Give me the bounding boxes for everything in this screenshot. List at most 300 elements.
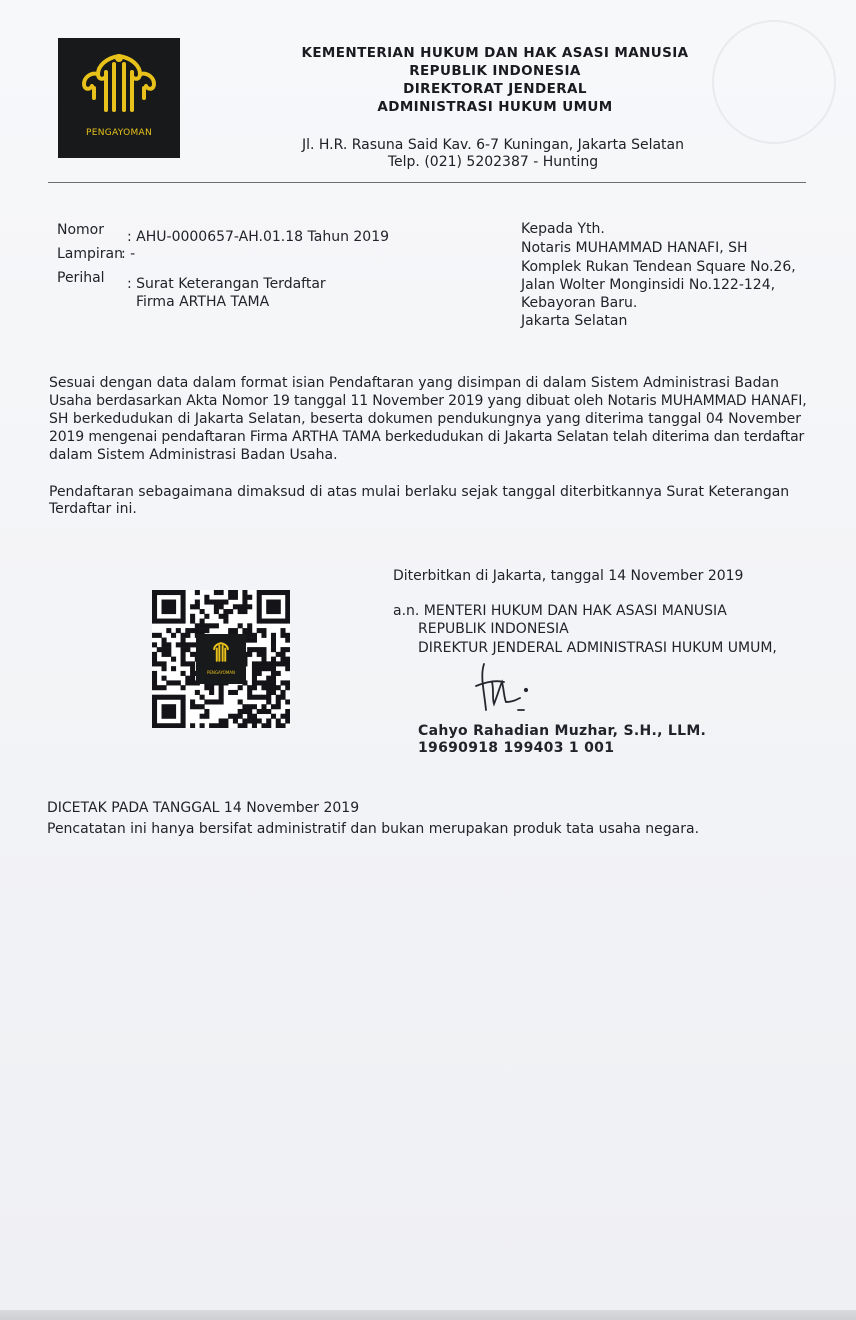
- qr-module: [285, 714, 290, 719]
- body-paragraph-1-line: SH berkedudukan di Jakarta Selatan, beserta dokumen pendukungnya yang diterima tanggal 04 November: [49, 411, 801, 427]
- qr-module: [185, 680, 190, 685]
- phone-line: Telp. (021) 5202387 - Hunting: [387, 154, 599, 170]
- qr-module: [190, 642, 195, 647]
- qr-module: [171, 680, 176, 685]
- qr-module: [181, 699, 186, 704]
- qr-module: [242, 609, 247, 614]
- qr-module: [152, 671, 157, 676]
- qr-module: [162, 638, 167, 643]
- qr-module: [271, 609, 276, 614]
- qr-module: [252, 661, 257, 666]
- qr-module: [261, 628, 266, 633]
- directorate-title: DIREKTORAT JENDERAL: [403, 81, 587, 97]
- body-paragraph-1-line: Sesuai dengan data dalam format isian Pendaftaran yang disimpan di dalam Sistem Administrasi Badan: [49, 375, 779, 391]
- qr-module: [181, 604, 186, 609]
- qr-module: [200, 609, 205, 614]
- qr-module: [190, 666, 195, 671]
- qr-module: [271, 661, 276, 666]
- qr-module: [252, 666, 257, 671]
- qr-module: [204, 628, 209, 633]
- pengayoman-logo: [58, 38, 180, 158]
- qr-module: [228, 595, 233, 600]
- qr-module: [257, 718, 262, 723]
- qr-module: [242, 628, 247, 633]
- qr-module: [214, 590, 219, 595]
- qr-module: [271, 604, 276, 609]
- qr-module: [247, 652, 252, 657]
- qr-module: [257, 614, 262, 619]
- qr-module: [171, 704, 176, 709]
- qr-module: [157, 685, 162, 690]
- qr-module: [195, 690, 200, 695]
- qr-module: [266, 666, 271, 671]
- qr-module: [190, 661, 195, 666]
- qr-module: [162, 600, 167, 605]
- qr-module: [157, 619, 162, 624]
- qr-module: [247, 704, 252, 709]
- qr-module: [266, 699, 271, 704]
- qr-module: [257, 695, 262, 700]
- lampiran-label: Lampiran: [57, 246, 124, 262]
- qr-module: [252, 671, 257, 676]
- qr-module: [233, 595, 238, 600]
- qr-module: [176, 642, 181, 647]
- qr-module: [266, 709, 271, 714]
- qr-module: [223, 600, 228, 605]
- header-divider: [48, 182, 806, 183]
- qr-module: [200, 714, 205, 719]
- qr-module: [276, 704, 281, 709]
- qr-module: [166, 604, 171, 609]
- body-paragraph-1-line: Usaha berdasarkan Akta Nomor 19 tanggal 11 November 2019 yang dibuat oleh Notaris MUHAMMAD HANAFI,: [49, 393, 807, 409]
- qr-module: [285, 647, 290, 652]
- qr-module: [171, 619, 176, 624]
- qr-module: [261, 657, 266, 662]
- qr-module: [228, 690, 233, 695]
- qr-module: [204, 614, 209, 619]
- qr-module: [181, 614, 186, 619]
- qr-module: [204, 699, 209, 704]
- qr-module: [233, 628, 238, 633]
- qr-module: [152, 718, 157, 723]
- qr-module: [152, 657, 157, 662]
- qr-module: [266, 723, 271, 728]
- qr-module: [162, 685, 167, 690]
- recipient-line: Jakarta Selatan: [521, 313, 628, 329]
- qr-module: [195, 590, 200, 595]
- qr-module: [166, 709, 171, 714]
- qr-module: [271, 590, 276, 595]
- qr-module: [185, 676, 190, 681]
- qr-module: [166, 590, 171, 595]
- qr-module: [247, 709, 252, 714]
- qr-module: [266, 676, 271, 681]
- qr-module: [228, 628, 233, 633]
- qr-module: [195, 600, 200, 605]
- qr-module: [200, 623, 205, 628]
- qr-module: [223, 619, 228, 624]
- qr-module: [280, 647, 285, 652]
- qr-module: [223, 614, 228, 619]
- qr-module: [181, 714, 186, 719]
- recipient-line: Jalan Wolter Monginsidi No.122-124,: [521, 277, 776, 293]
- perihal-label: Perihal: [57, 270, 105, 286]
- qr-module: [242, 704, 247, 709]
- qr-module: [185, 647, 190, 652]
- qr-module: [271, 642, 276, 647]
- qr-module: [257, 619, 262, 624]
- qr-module: [166, 628, 171, 633]
- qr-module: [242, 709, 247, 714]
- qr-module: [271, 680, 276, 685]
- qr-module: [181, 661, 186, 666]
- qr-module: [181, 723, 186, 728]
- qr-module: [223, 609, 228, 614]
- body-paragraph-1-line: 2019 mengenai pendaftaran Firma ARTHA TAMA berkedudukan di Jakarta Selatan telah diterima dan terdaftar: [49, 429, 805, 445]
- qr-module: [271, 619, 276, 624]
- verification-qr-code[interactable]: [152, 590, 290, 728]
- qr-module: [162, 604, 167, 609]
- recipient-line: Notaris MUHAMMAD HANAFI, SH: [521, 240, 748, 256]
- qr-module: [261, 685, 266, 690]
- qr-module: [257, 671, 262, 676]
- disclaimer: Pencatatan ini hanya bersifat administratif dan bukan merupakan produk tata usaha negara.: [47, 821, 700, 837]
- qr-module: [247, 633, 252, 638]
- qr-module: [171, 609, 176, 614]
- qr-module: [252, 680, 257, 685]
- qr-module: [166, 647, 171, 652]
- qr-module: [200, 619, 205, 624]
- qr-module: [162, 647, 167, 652]
- qr-module: [285, 619, 290, 624]
- qr-module: [152, 704, 157, 709]
- qr-module: [276, 671, 281, 676]
- qr-module: [204, 600, 209, 605]
- qr-module: [257, 628, 262, 633]
- qr-module: [209, 685, 214, 690]
- director-line: DIREKTUR JENDERAL ADMINISTRASI HUKUM UMUM,: [418, 640, 777, 656]
- qr-module: [152, 709, 157, 714]
- qr-module: [181, 609, 186, 614]
- qr-module: [200, 695, 205, 700]
- qr-module: [233, 604, 238, 609]
- qr-module: [152, 604, 157, 609]
- qr-module: [176, 590, 181, 595]
- qr-module: [200, 723, 205, 728]
- qr-module: [233, 690, 238, 695]
- qr-module: [266, 661, 271, 666]
- qr-module: [252, 685, 257, 690]
- logo-caption: PENGAYOMAN: [85, 128, 153, 138]
- qr-module: [181, 657, 186, 662]
- qr-module: [276, 590, 281, 595]
- qr-module: [181, 718, 186, 723]
- qr-module: [223, 723, 228, 728]
- qr-module: [285, 614, 290, 619]
- qr-module: [266, 590, 271, 595]
- qr-module: [276, 619, 281, 624]
- qr-module: [271, 690, 276, 695]
- qr-module: [233, 718, 238, 723]
- qr-module: [171, 723, 176, 728]
- pengayoman-emblem-icon: [207, 640, 235, 666]
- qr-module: [152, 595, 157, 600]
- qr-module: [204, 714, 209, 719]
- qr-module: [247, 714, 252, 719]
- qr-module: [228, 590, 233, 595]
- qr-module: [195, 704, 200, 709]
- qr-module: [185, 642, 190, 647]
- qr-module: [280, 619, 285, 624]
- body-paragraph-2-line: Terdaftar ini.: [49, 501, 137, 517]
- perihal-value-line-1: : Surat Keterangan Terdaftar: [127, 276, 326, 292]
- qr-module: [276, 718, 281, 723]
- qr-module: [157, 633, 162, 638]
- qr-module: [171, 604, 176, 609]
- qr-module: [176, 723, 181, 728]
- qr-module: [219, 614, 224, 619]
- qr-module: [247, 647, 252, 652]
- qr-module: [285, 595, 290, 600]
- qr-module: [242, 723, 247, 728]
- qr-module: [157, 723, 162, 728]
- issued-place-date: Diterbitkan di Jakarta, tanggal 14 November 2019: [393, 568, 744, 584]
- qr-module: [271, 666, 276, 671]
- qr-module: [261, 680, 266, 685]
- qr-module: [214, 600, 219, 605]
- qr-module: [276, 699, 281, 704]
- qr-module: [252, 676, 257, 681]
- qr-module: [238, 685, 243, 690]
- qr-module: [285, 661, 290, 666]
- qr-module: [195, 623, 200, 628]
- qr-module: [242, 718, 247, 723]
- qr-module: [257, 661, 262, 666]
- qr-module: [252, 723, 257, 728]
- division-title: ADMINISTRASI HUKUM UMUM: [377, 99, 613, 115]
- qr-module: [261, 704, 266, 709]
- qr-module: [152, 695, 157, 700]
- qr-module: [266, 690, 271, 695]
- qr-module: [271, 633, 276, 638]
- nomor-value: : AHU-0000657-AH.01.18 Tahun 2019: [127, 229, 390, 245]
- qr-module: [257, 652, 262, 657]
- qr-module: [280, 723, 285, 728]
- qr-module: [181, 633, 186, 638]
- qr-module: [162, 676, 167, 681]
- qr-module: [285, 657, 290, 662]
- recipient-line: Kebayoran Baru.: [521, 295, 638, 311]
- qr-module: [204, 709, 209, 714]
- qr-module: [247, 595, 252, 600]
- qr-module: [152, 600, 157, 605]
- qr-module: [181, 638, 186, 643]
- qr-module: [285, 718, 290, 723]
- qr-module: [261, 633, 266, 638]
- qr-module: [219, 690, 224, 695]
- qr-module: [257, 709, 262, 714]
- qr-module: [219, 699, 224, 704]
- qr-module: [171, 709, 176, 714]
- qr-module: [162, 590, 167, 595]
- qr-module: [219, 723, 224, 728]
- qr-module: [247, 638, 252, 643]
- signer-name: Cahyo Rahadian Muzhar, S.H., LLM.: [418, 723, 707, 739]
- qr-module: [181, 709, 186, 714]
- qr-module: [157, 661, 162, 666]
- qr-module: [214, 723, 219, 728]
- qr-module: [285, 600, 290, 605]
- ministry-title: KEMENTERIAN HUKUM DAN HAK ASASI MANUSIA: [301, 45, 689, 61]
- qr-module: [209, 690, 214, 695]
- qr-module: [152, 714, 157, 719]
- qr-module: [162, 652, 167, 657]
- qr-module: [242, 604, 247, 609]
- qr-module: [162, 723, 167, 728]
- qr-module: [276, 661, 281, 666]
- qr-module: [219, 604, 224, 609]
- qr-module: [252, 718, 257, 723]
- qr-module: [261, 661, 266, 666]
- qr-module: [238, 609, 243, 614]
- qr-module: [252, 695, 257, 700]
- qr-module: [162, 661, 167, 666]
- qr-module: [247, 690, 252, 695]
- on-behalf-line: a.n. MENTERI HUKUM DAN HAK ASASI MANUSIA: [393, 603, 727, 619]
- qr-module: [190, 604, 195, 609]
- qr-module: [171, 695, 176, 700]
- qr-module: [261, 695, 266, 700]
- qr-module: [219, 600, 224, 605]
- republic-line: REPUBLIK INDONESIA: [418, 621, 569, 637]
- qr-module: [266, 680, 271, 685]
- qr-module: [166, 714, 171, 719]
- qr-module: [257, 680, 262, 685]
- qr-module: [257, 595, 262, 600]
- qr-module: [166, 642, 171, 647]
- qr-module: [176, 628, 181, 633]
- qr-module: [233, 590, 238, 595]
- qr-module: [219, 718, 224, 723]
- qr-module: [247, 695, 252, 700]
- qr-module: [238, 714, 243, 719]
- qr-module: [280, 633, 285, 638]
- qr-module: [157, 590, 162, 595]
- qr-module: [285, 709, 290, 714]
- qr-module: [242, 590, 247, 595]
- qr-module: [209, 723, 214, 728]
- qr-module: [171, 657, 176, 662]
- recipient-line: Komplek Rukan Tendean Square No.26,: [521, 259, 796, 275]
- qr-module: [252, 633, 257, 638]
- qr-module: [261, 723, 266, 728]
- qr-module: [233, 714, 238, 719]
- qr-module: [285, 604, 290, 609]
- qr-module: [285, 680, 290, 685]
- qr-module: [223, 718, 228, 723]
- qr-module: [190, 676, 195, 681]
- qr-module: [280, 657, 285, 662]
- qr-module: [166, 609, 171, 614]
- qr-module: [190, 619, 195, 624]
- perihal-value-line-2: Firma ARTHA TAMA: [136, 294, 270, 310]
- lampiran-value: : -: [121, 246, 136, 262]
- qr-module: [266, 718, 271, 723]
- qr-module: [261, 647, 266, 652]
- qr-module: [190, 628, 195, 633]
- qr-module: [271, 671, 276, 676]
- qr-module: [261, 619, 266, 624]
- qr-module: [285, 638, 290, 643]
- qr-module: [204, 623, 209, 628]
- qr-module: [162, 642, 167, 647]
- qr-module: [152, 642, 157, 647]
- qr-module: [171, 714, 176, 719]
- qr-module: [190, 680, 195, 685]
- qr-module: [228, 714, 233, 719]
- qr-module: [271, 704, 276, 709]
- qr-module: [162, 704, 167, 709]
- qr-module: [271, 647, 276, 652]
- qr-module: [152, 723, 157, 728]
- qr-module: [261, 666, 266, 671]
- qr-module: [285, 699, 290, 704]
- qr-module: [285, 666, 290, 671]
- qr-module: [157, 647, 162, 652]
- nomor-label: Nomor: [57, 222, 104, 238]
- qr-module: [238, 709, 243, 714]
- qr-module: [181, 685, 186, 690]
- qr-module: [219, 695, 224, 700]
- qr-module: [152, 614, 157, 619]
- qr-module: [252, 638, 257, 643]
- qr-module: [276, 695, 281, 700]
- qr-module: [276, 609, 281, 614]
- qr-module: [238, 723, 243, 728]
- qr-module: [152, 661, 157, 666]
- qr-module: [181, 600, 186, 605]
- qr-module: [152, 652, 157, 657]
- qr-module: [162, 619, 167, 624]
- qr-module: [181, 695, 186, 700]
- qr-module: [152, 609, 157, 614]
- qr-module: [266, 604, 271, 609]
- signer-nip: 19690918 199403 1 001: [418, 740, 615, 756]
- qr-module: [190, 671, 195, 676]
- qr-module: [166, 680, 171, 685]
- qr-module: [276, 604, 281, 609]
- qr-module: [242, 595, 247, 600]
- qr-module: [285, 590, 290, 595]
- body-paragraph-2-line: Pendaftaran sebagaimana dimaksud di atas mulai berlaku sejak tanggal diterbitkannya Surat Keterangan: [49, 484, 790, 500]
- page-bottom-edge: [0, 1310, 856, 1320]
- qr-module: [176, 680, 181, 685]
- qr-module: [247, 628, 252, 633]
- qr-module: [271, 600, 276, 605]
- qr-module: [266, 695, 271, 700]
- qr-module: [171, 633, 176, 638]
- qr-module: [171, 666, 176, 671]
- qr-module: [166, 723, 171, 728]
- qr-module: [162, 709, 167, 714]
- qr-module: [257, 604, 262, 609]
- qr-module: [257, 609, 262, 614]
- qr-module: [276, 723, 281, 728]
- recipient-line: Kepada Yth.: [521, 221, 605, 237]
- qr-module: [152, 680, 157, 685]
- qr-module: [181, 595, 186, 600]
- qr-module: [238, 604, 243, 609]
